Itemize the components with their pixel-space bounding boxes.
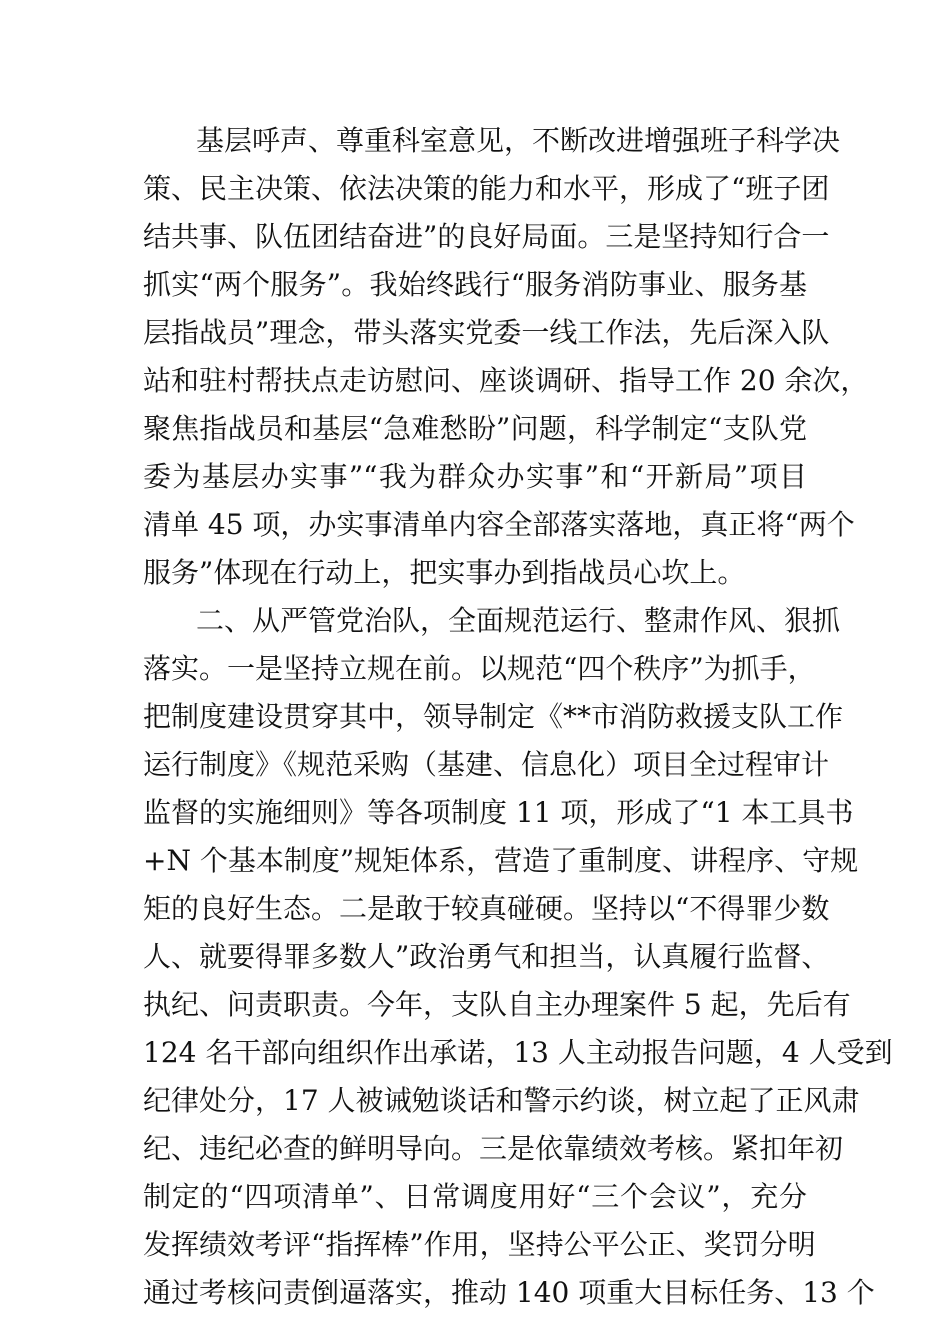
text-line: 二、从严管党治队，全面规范运行、整肃作风、狠抓	[196, 604, 841, 637]
text-line: 制定的“四项清单”、日常调度用好“三个会议”，充分	[143, 1180, 807, 1213]
text-line: 清单 45 项，办实事清单内容全部落实落地，真正将“两个	[143, 508, 855, 541]
text-line: 执纪、问责职责。今年，支队自主办理案件 5 起，先后有	[143, 988, 851, 1021]
text-line: 结共事、队伍团结奋进”的良好局面。三是坚持知行合一	[143, 220, 830, 253]
text-line: 纪、违纪必查的鲜明导向。三是依靠绩效考核。紧扣年初	[143, 1132, 844, 1165]
text-line: 运行制度》《规范采购（基建、信息化）项目全过程审计	[143, 748, 830, 781]
text-line: 124 名干部向组织作出承诺，13 人主动报告问题，4 人受到	[143, 1036, 893, 1069]
text-line: 服务”体现在行动上，把实事办到指战员心坎上。	[143, 556, 746, 589]
text-line: +N 个基本制度”规矩体系，营造了重制度、讲程序、守规	[143, 844, 859, 877]
text-line: 把制度建设贯穿其中，领导制定《**市消防救援支队工作	[143, 700, 844, 733]
text-line: 委为基层办实事”“我为群众办实事”和“开新局”项目	[143, 460, 807, 493]
text-line: 人、就要得罪多数人”政治勇气和担当，认真履行监督、	[143, 940, 830, 973]
text-line: 发挥绩效考评“指挥棒”作用，坚持公平公正、奖罚分明	[143, 1228, 816, 1261]
text-line: 通过考核问责倒逼落实，推动 140 项重大目标任务、13 个	[143, 1276, 875, 1309]
text-line: 策、民主决策、依法决策的能力和水平，形成了“班子团	[143, 172, 830, 205]
text-line: 落实。一是坚持立规在前。以规范“四个秩序”为抓手，	[143, 652, 816, 685]
text-line: 层指战员”理念，带头落实党委一线工作法，先后深入队	[143, 316, 830, 349]
text-line: 站和驻村帮扶点走访慰问、座谈调研、指导工作 20 余次，	[143, 364, 869, 397]
text-line: 监督的实施细则》等各项制度 11 项，形成了“1 本工具书	[143, 796, 854, 829]
text-line: 聚焦指战员和基层“急难愁盼”问题，科学制定“支队党	[143, 412, 807, 445]
text-line: 纪律处分，17 人被诫勉谈话和警示约谈，树立起了正风肃	[143, 1084, 860, 1117]
text-line: 抓实“两个服务”。我始终践行“服务消防事业、服务基	[143, 268, 807, 301]
text-line: 矩的良好生态。二是敢于较真碰硬。坚持以“不得罪少数	[143, 892, 830, 925]
text-line: 基层呼声、尊重科室意见，不断改进增强班子科学决	[196, 124, 841, 157]
